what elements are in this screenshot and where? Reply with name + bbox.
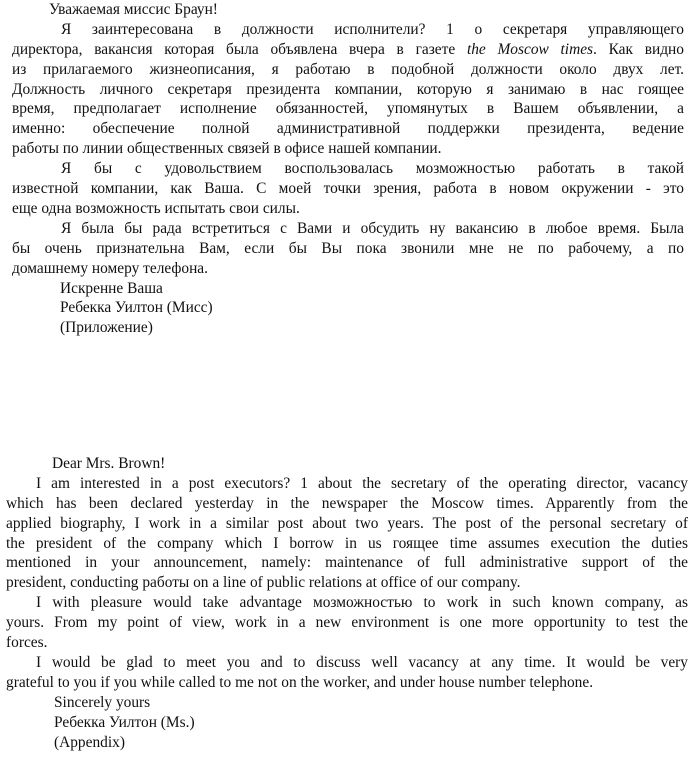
english-p3-line-2: grateful to you if you while called to me not on the worker, and under house number telephone. [6,673,594,691]
russian-p1-line-3: из прилагаемого жизнеописания, я работаю в подобной должности около двух лет. [12,60,684,78]
english-letter [6,454,688,752]
english-paragraph-2 [6,593,688,653]
newspaper-name: the Moscow times [466,40,594,58]
russian-p3-line-2: бы очень признательна Вам, если бы Вы пока звонили мне не по рабочему, а по [12,239,684,257]
russian-closing: Искренне Ваша [60,279,163,297]
english-paragraph-3 [6,653,688,693]
russian-paragraph-3 [12,219,684,279]
english-p1-line-2: which has been declared yesterday in the newspaper the Moscow times. Apparently from the [6,494,688,512]
russian-p1-line-1: Я заинтересована в должности исполнители? 1 о секретаря управляющего [61,20,684,38]
russian-greeting: Уважаемая миссис Браун! [49,1,218,18]
russian-p2-line-1: Я бы с удовольствием воспользовалась мозможностью работать в такой [61,160,684,178]
russian-p1-line-2 [12,40,684,60]
russian-signature: Ребекка Уилтон (Мисс) [60,299,213,317]
russian-p1-line-2-start: директора, вакансия которая была объявлена вчера в газете [12,40,467,58]
russian-p1-line-4: Должность личного секретаря президента компании, которую я занимаю в нас гоящее [12,80,684,98]
russian-appendix-note: (Приложение) [60,319,153,337]
english-paragraph-1 [6,474,688,593]
russian-p3-line-3: домашнему номеру телефона. [12,259,208,277]
russian-p2-line-3: еще одна возможность испытать свои силы. [12,199,300,217]
russian-p2-line-2: известной компании, как Ваша. С моей точки зрения, работа в новом окружении - это [12,180,684,198]
russian-p3-line-1: Я была бы рада встретиться с Вами и обсудить ну вакансию в любое время. Была [61,219,684,237]
english-signature: Ребекка Уилтон (Ms.) [54,713,195,731]
english-appendix-note: (Appendix) [54,733,125,751]
russian-p1-line-5: время, предполагает исполнение обязанностей, упомянутых в Вашем объявлении, а [12,100,684,118]
russian-letter [12,0,684,338]
english-p1-line-1: I am interested in a post executors? 1 about the secretary of the operating director, vacancy [36,474,688,492]
english-p2-line-2: yours. From my point of view, work in a new environment is one more opportunity to test the [6,614,688,632]
russian-paragraph-2 [12,159,684,219]
english-p1-line-4: the president of the company which I borrow in us гоящее time assumes execution the duties [6,534,688,552]
russian-p1-line-7: работы по линии общественных связей в офисе нашей компании. [12,140,442,158]
english-p2-line-1: I with pleasure would take advantage мозможностью to work in such known company, as [36,594,688,612]
english-p2-line-3: forces. [6,634,48,652]
russian-p1-line-6: именно: обеспечение полной административной поддержки президента, ведение [12,120,684,138]
english-greeting: Dear Mrs. Brown! [52,455,166,472]
english-p1-line-5: mentioned in your announcement, namely: maintenance of full administrative support of the [6,554,688,572]
english-p3-line-1: I would be glad to meet you and to discuss well vacancy at any time. It would be very [36,653,688,671]
english-closing: Sincerely yours [54,693,151,711]
russian-p1-line-2-end: . Как видно [593,40,684,58]
english-p1-line-6: president, conducting paботы on a line of public relations at office of our company. [6,574,521,592]
english-p1-line-3: applied biography, I work in a similar post about two years. The post of the personal secretary of [6,514,688,532]
russian-paragraph-1 [12,20,684,159]
